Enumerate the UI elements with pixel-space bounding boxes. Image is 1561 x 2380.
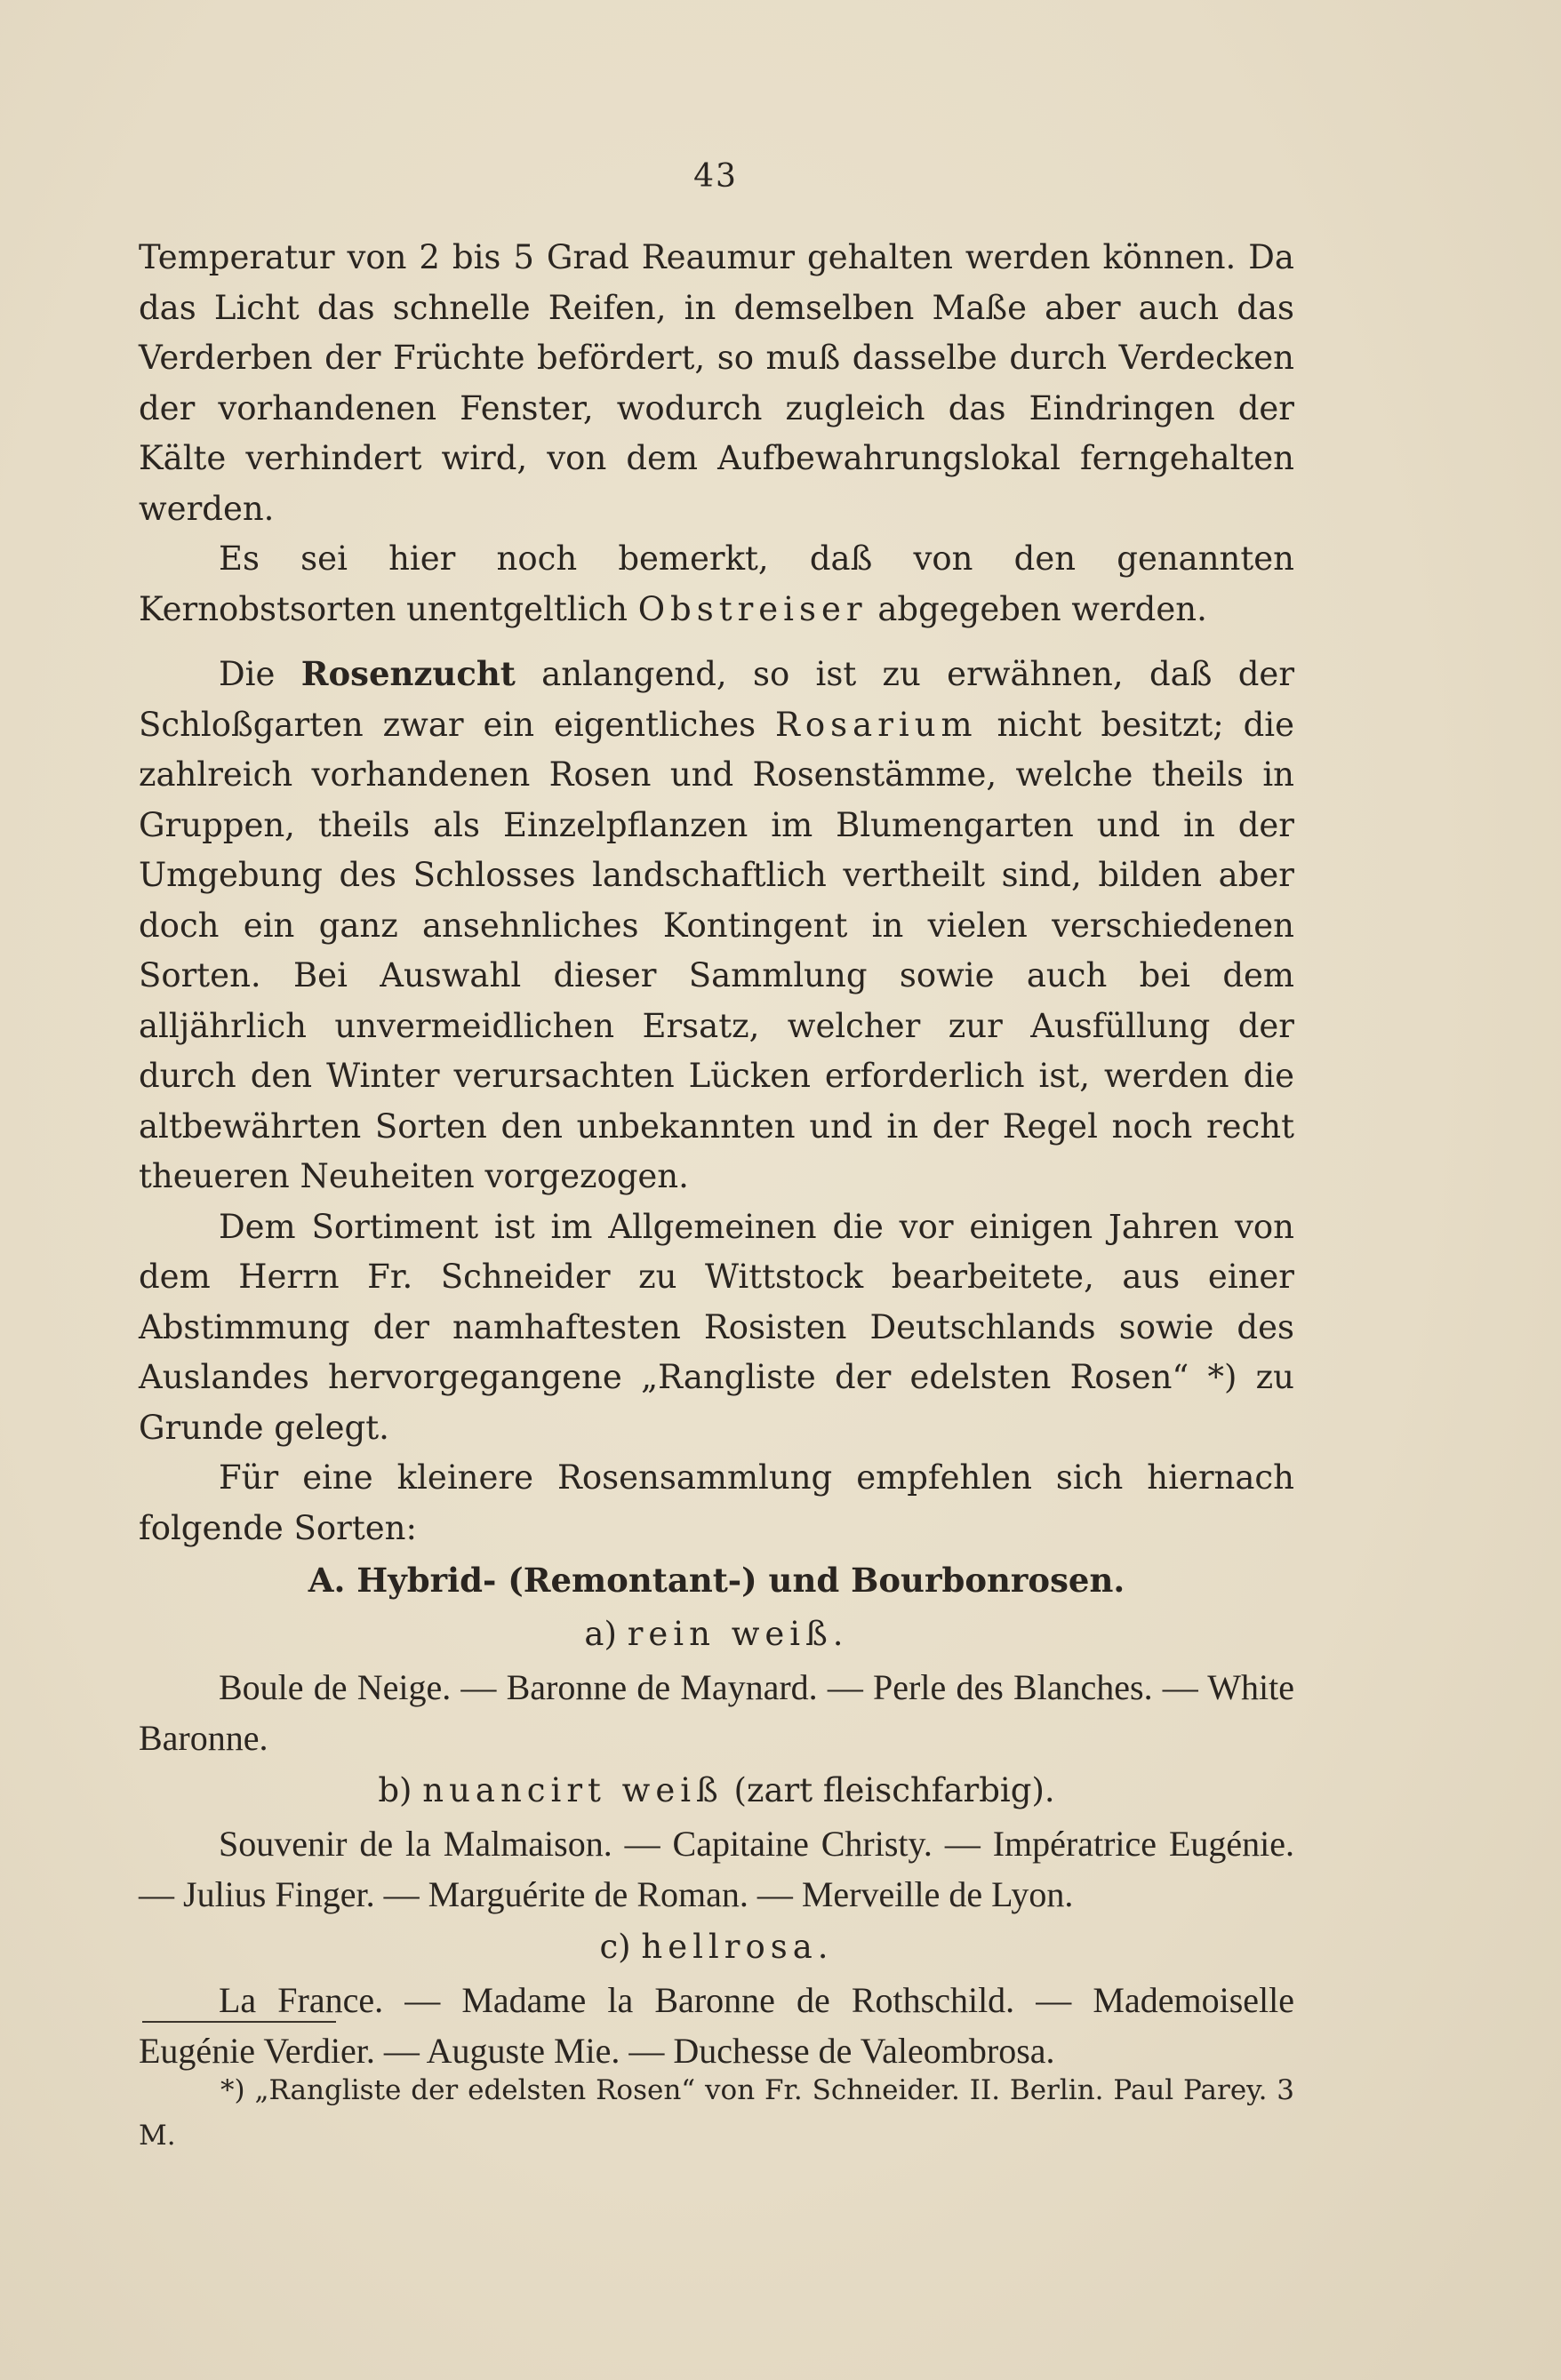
paragraph-text: Es sei hier noch bemerkt, daß von den genannten Kernobstsorten unentgeltlich (139, 539, 1294, 628)
subheading-label: rein weiß. (627, 1615, 849, 1653)
emphasis-obstreiser: Obstreiser (637, 589, 868, 628)
subheading-label: nuancirt weiß (422, 1771, 724, 1809)
paragraph-rosensammlung: Für eine kleinere Rosensammlung empfehlen sich hiernach folgende Sorten: (139, 1458, 1294, 1547)
rose-list-nuancirt-weiss: Souvenir de la Malmaison. — Capitaine Christy. — Impératrice Eugénie. — Julius Finger. — Marguérite de Roman. — Merveille de Lyon. (139, 1824, 1294, 1914)
paragraph-text: abgegeben werden. (867, 589, 1207, 628)
paragraph-fruit-storage: Temperatur von 2 bis 5 Grad Reaumur gehalten werden können. Da das Licht das schnelle Reifen, in demselben Maße aber auch das Verderben der Früchte befördert, so muß dasselbe durch Verdecken der vorhandenen Fenster, wodurch zugleich das Eindringen der Kälte verhindert wird, von dem Aufbewahrungslokal ferngehalten werden. (139, 238, 1294, 528)
emphasis-rosenzucht: Rosenzucht (300, 654, 516, 693)
paragraph-rosenzucht (139, 649, 1294, 1202)
subheading-hellrosa (139, 1921, 1294, 1973)
paragraph-sortiment: Dem Sortiment ist im Allgemeinen die vor einigen Jahren von dem Herrn Fr. Schneider zu Wittstock bearbeitete, aus einer Abstimmung der namhaftesten Rosisten Deutschlands sowie des Auslandes hervorgegangene „Rangliste der edelsten Rosen“ *) zu Grunde gelegt. (139, 1207, 1294, 1447)
body-text (139, 233, 1294, 2076)
paragraph-obstreiser (139, 534, 1294, 635)
rose-list-rein-weiss: Boule de Neige. — Baronne de Maynard. — Perle des Blanches. — White Baronne. (139, 1667, 1294, 1758)
subheading-label: hellrosa. (641, 1928, 834, 1966)
subheading-prefix: c) (599, 1928, 642, 1966)
paragraph-text: anlangend, so ist zu erwähnen, daß der Schloßgarten zwar ein eigentliches (139, 655, 1295, 744)
paragraph-text: nicht besitzt; die zahlreich vorhandenen Rosen und Rosenstämme, welche theils in Gruppen, theils als Einzelpflanzen im Blumengarten und in der Umgebung des Schlosses landschaftlich vertheilt sind, bilden aber doch ein ganz ansehnliches Kontingent in vielen verschiedenen Sorten. Bei Auswahl dieser Sammlung sowie auch bei dem alljährlich unvermeidlichen Ersatz, welcher zur Ausfüllung der durch den Winter verursachten Lücken erforderlich ist, werden die altbewährten Sorten den unbekannten und in der Regel noch recht theueren Neuheiten vorgezogen. (139, 705, 1294, 1195)
paragraph-gap (139, 635, 1294, 649)
rose-list-hellrosa: La France. — Madame la Baronne de Rothschild. — Mademoiselle Eugénie Verdier. — Auguste Mie. — Duchesse de Valeombrosa. (139, 1980, 1294, 2071)
subheading-nuancirt-weiss (139, 1765, 1294, 1817)
page-number: 43 (693, 158, 738, 195)
subheading-prefix: a) (584, 1615, 628, 1653)
paragraph-text: Die (219, 655, 301, 693)
section-heading: A. Hybrid- (Remontant-) und Bourbonrosen. (308, 1561, 1125, 1600)
footnote-divider (142, 2021, 336, 2023)
emphasis-rosarium: Rosarium (775, 705, 978, 744)
footnote: *) „Rangliste der edelsten Rosen“ von Fr. Schneider. II. Berlin. Paul Parey. 3 M. (139, 2074, 1294, 2152)
subheading-suffix: (zart fleischfarbig). (723, 1771, 1055, 1809)
subheading-prefix: b) (378, 1771, 423, 1809)
subheading-rein-weiss (139, 1609, 1294, 1660)
